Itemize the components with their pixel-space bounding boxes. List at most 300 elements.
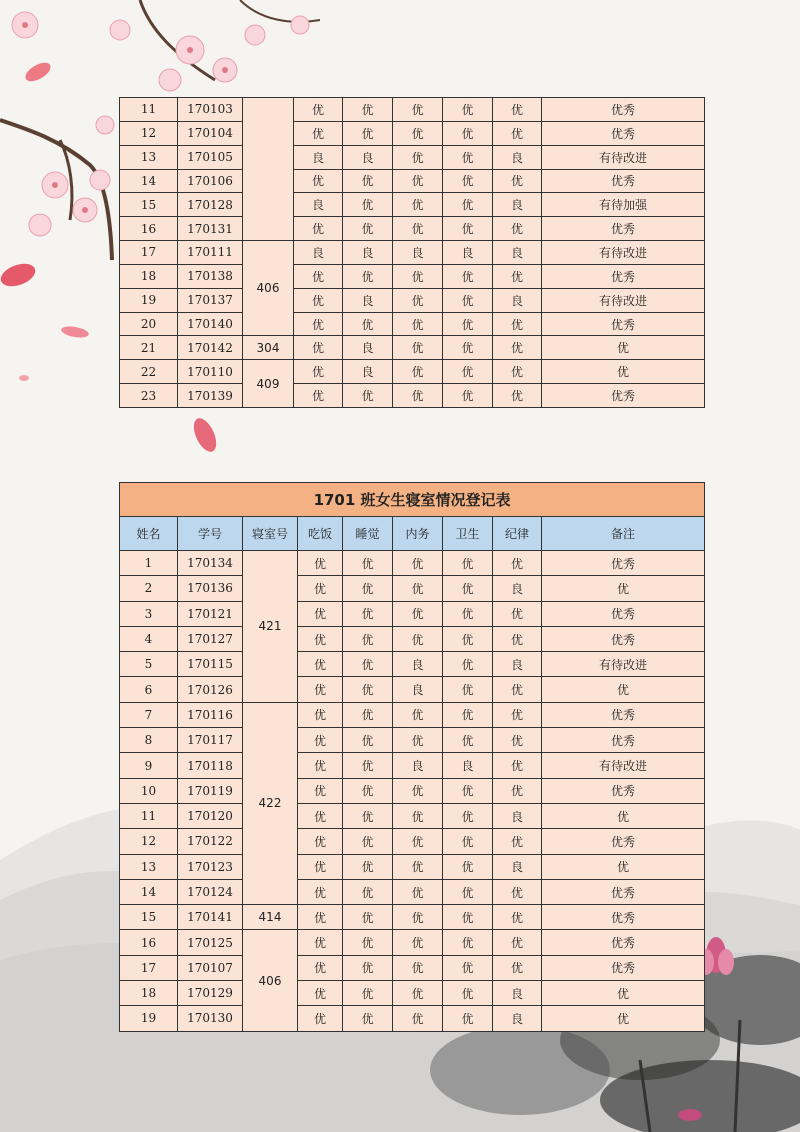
cell-sleep: 优: [343, 930, 393, 955]
cell-no: 17: [120, 955, 178, 980]
table-row: [120, 601, 705, 626]
table-body: [120, 98, 705, 408]
cell-eat: 优: [294, 264, 343, 288]
cell-chores: 优: [393, 829, 443, 854]
cell-id: 170110: [178, 360, 243, 384]
table-row: [120, 905, 705, 930]
cell-no: 3: [120, 601, 178, 626]
cell-dorm: 409: [243, 360, 294, 408]
cell-id: 170117: [178, 728, 243, 753]
header-no: 姓名: [120, 517, 178, 551]
cell-no: 9: [120, 753, 178, 778]
header-dorm: 寝室号: [243, 517, 298, 551]
cell-chores: 优: [393, 121, 443, 145]
cell-no: 4: [120, 626, 178, 651]
cell-eat: 优: [298, 981, 343, 1006]
cell-no: 19: [120, 288, 178, 312]
cell-sleep: 良: [343, 241, 393, 265]
cell-no: 15: [120, 193, 178, 217]
cell-dorm: [243, 98, 294, 241]
table-body: [120, 483, 705, 1032]
cell-chores: 优: [393, 905, 443, 930]
cell-discipline: 良: [493, 1006, 542, 1031]
cell-no: 17: [120, 241, 178, 265]
cell-note: 优秀: [542, 601, 705, 626]
cell-chores: 优: [393, 217, 443, 241]
cell-no: 6: [120, 677, 178, 702]
table-row: [120, 121, 705, 145]
cell-id: 170122: [178, 829, 243, 854]
cell-eat: 优: [298, 803, 343, 828]
cell-sleep: 优: [343, 312, 393, 336]
cell-discipline: 优: [493, 930, 542, 955]
cell-sleep: 优: [343, 576, 393, 601]
cell-hygiene: 优: [443, 288, 493, 312]
cell-hygiene: 优: [443, 905, 493, 930]
table-header-row: [120, 517, 705, 551]
cell-no: 13: [120, 854, 178, 879]
table-row: [120, 778, 705, 803]
cell-id: 170141: [178, 905, 243, 930]
cell-note: 优: [542, 1006, 705, 1031]
cell-sleep: 优: [343, 551, 393, 576]
cell-dorm: 421: [243, 551, 298, 703]
cell-hygiene: 优: [443, 217, 493, 241]
cell-note: 优秀: [542, 955, 705, 980]
cell-dorm: 422: [243, 702, 298, 904]
cell-hygiene: 优: [443, 1006, 493, 1031]
cell-eat: 优: [298, 930, 343, 955]
cell-sleep: 优: [343, 829, 393, 854]
cell-sleep: 优: [343, 169, 393, 193]
header-hygiene: 卫生: [443, 517, 493, 551]
cell-hygiene: 优: [443, 193, 493, 217]
header-chores: 内务: [393, 517, 443, 551]
header-note: 备注: [542, 517, 705, 551]
cell-sleep: 优: [343, 193, 393, 217]
cell-dorm: 304: [243, 336, 294, 360]
cell-note: 有待改进: [542, 241, 705, 265]
cell-id: 170137: [178, 288, 243, 312]
cell-discipline: 优: [493, 955, 542, 980]
cell-discipline: 良: [493, 576, 542, 601]
cell-hygiene: 优: [443, 652, 493, 677]
table-row: [120, 551, 705, 576]
cell-note: 优秀: [542, 312, 705, 336]
cell-eat: 优: [298, 1006, 343, 1031]
table-row: [120, 955, 705, 980]
cell-chores: 优: [393, 98, 443, 122]
cell-eat: 优: [294, 312, 343, 336]
cell-hygiene: 优: [443, 264, 493, 288]
cell-note: 优秀: [542, 930, 705, 955]
cell-note: 优秀: [542, 169, 705, 193]
cell-sleep: 良: [343, 360, 393, 384]
cell-note: 优秀: [542, 264, 705, 288]
cell-no: 22: [120, 360, 178, 384]
cell-id: 170126: [178, 677, 243, 702]
cell-id: 170104: [178, 121, 243, 145]
cell-id: 170127: [178, 626, 243, 651]
cell-eat: 优: [298, 854, 343, 879]
cell-eat: 优: [294, 217, 343, 241]
cell-note: 有待改进: [542, 753, 705, 778]
cell-no: 20: [120, 312, 178, 336]
cell-sleep: 优: [343, 753, 393, 778]
cell-discipline: 良: [493, 193, 542, 217]
cell-no: 14: [120, 879, 178, 904]
cell-discipline: 优: [493, 121, 542, 145]
cell-id: 170125: [178, 930, 243, 955]
table-row: [120, 652, 705, 677]
cell-dorm: 406: [243, 930, 298, 1031]
table-row: [120, 145, 705, 169]
cell-sleep: 优: [343, 626, 393, 651]
cell-chores: 优: [393, 981, 443, 1006]
cell-sleep: 良: [343, 288, 393, 312]
dorm-register-table-continued: [119, 97, 705, 408]
cell-chores: 优: [393, 193, 443, 217]
cell-chores: 优: [393, 336, 443, 360]
cell-sleep: 优: [343, 981, 393, 1006]
cell-note: 优秀: [542, 121, 705, 145]
cell-sleep: 优: [343, 905, 393, 930]
table-row: [120, 264, 705, 288]
cell-eat: 优: [294, 384, 343, 408]
cell-eat: 优: [298, 626, 343, 651]
cell-sleep: 优: [343, 778, 393, 803]
cell-no: 15: [120, 905, 178, 930]
cell-sleep: 优: [343, 98, 393, 122]
cell-id: 170118: [178, 753, 243, 778]
cell-id: 170119: [178, 778, 243, 803]
cell-chores: 优: [393, 145, 443, 169]
cell-note: 优秀: [542, 626, 705, 651]
cell-sleep: 优: [343, 264, 393, 288]
cell-note: 优: [542, 360, 705, 384]
cell-dorm: 414: [243, 905, 298, 930]
table-row: [120, 193, 705, 217]
cell-hygiene: 优: [443, 955, 493, 980]
cell-eat: 优: [298, 829, 343, 854]
cell-hygiene: 优: [443, 121, 493, 145]
cell-no: 16: [120, 930, 178, 955]
cell-no: 11: [120, 803, 178, 828]
cell-hygiene: 优: [443, 360, 493, 384]
cell-hygiene: 优: [443, 384, 493, 408]
cell-id: 170123: [178, 854, 243, 879]
cell-sleep: 优: [343, 652, 393, 677]
cell-discipline: 优: [493, 601, 542, 626]
table-row: [120, 930, 705, 955]
cell-discipline: 良: [493, 803, 542, 828]
cell-discipline: 优: [493, 551, 542, 576]
cell-chores: 良: [393, 652, 443, 677]
cell-sleep: 良: [343, 145, 393, 169]
table-row: [120, 98, 705, 122]
cell-no: 16: [120, 217, 178, 241]
cell-hygiene: 优: [443, 854, 493, 879]
cell-eat: 良: [294, 241, 343, 265]
cell-hygiene: 优: [443, 626, 493, 651]
cell-sleep: 良: [343, 336, 393, 360]
table-row: [120, 169, 705, 193]
cell-discipline: 优: [493, 702, 542, 727]
cell-sleep: 优: [343, 955, 393, 980]
cell-hygiene: 优: [443, 778, 493, 803]
cell-chores: 优: [393, 778, 443, 803]
cell-sleep: 优: [343, 677, 393, 702]
cell-sleep: 优: [343, 217, 393, 241]
cell-hygiene: 良: [443, 241, 493, 265]
cell-note: 优秀: [542, 217, 705, 241]
cell-note: 优秀: [542, 384, 705, 408]
cell-sleep: 优: [343, 1006, 393, 1031]
cell-chores: 优: [393, 955, 443, 980]
cell-id: 170131: [178, 217, 243, 241]
cell-id: 170136: [178, 576, 243, 601]
cell-hygiene: 优: [443, 145, 493, 169]
cell-no: 23: [120, 384, 178, 408]
cell-chores: 优: [393, 360, 443, 384]
cell-eat: 优: [294, 169, 343, 193]
cell-sleep: 优: [343, 728, 393, 753]
cell-chores: 良: [393, 241, 443, 265]
cell-eat: 优: [298, 652, 343, 677]
cell-id: 170139: [178, 384, 243, 408]
cell-chores: 良: [393, 677, 443, 702]
cell-eat: 优: [298, 601, 343, 626]
cell-hygiene: 优: [443, 930, 493, 955]
cell-hygiene: 优: [443, 981, 493, 1006]
cell-discipline: 优: [493, 677, 542, 702]
cell-id: 170129: [178, 981, 243, 1006]
cell-sleep: 优: [343, 854, 393, 879]
table-row: [120, 753, 705, 778]
cell-chores: 优: [393, 702, 443, 727]
cell-hygiene: 优: [443, 551, 493, 576]
cell-discipline: 优: [493, 905, 542, 930]
cell-eat: 优: [294, 98, 343, 122]
table-row: [120, 803, 705, 828]
cell-note: 优秀: [542, 98, 705, 122]
cell-discipline: 良: [493, 854, 542, 879]
cell-chores: 优: [393, 169, 443, 193]
cell-discipline: 良: [493, 288, 542, 312]
cell-no: 18: [120, 264, 178, 288]
cell-hygiene: 优: [443, 336, 493, 360]
cell-chores: 优: [393, 728, 443, 753]
cell-chores: 优: [393, 264, 443, 288]
cell-hygiene: 优: [443, 601, 493, 626]
cell-no: 18: [120, 981, 178, 1006]
cell-no: 13: [120, 145, 178, 169]
table-row: [120, 626, 705, 651]
table-row: [120, 288, 705, 312]
dorm-register-table: [119, 482, 705, 1032]
cell-hygiene: 良: [443, 753, 493, 778]
cell-eat: 优: [294, 360, 343, 384]
cell-discipline: 良: [493, 652, 542, 677]
cell-note: 优秀: [542, 551, 705, 576]
cell-chores: 优: [393, 1006, 443, 1031]
header-discipline: 纪律: [493, 517, 542, 551]
cell-eat: 良: [294, 193, 343, 217]
cell-no: 12: [120, 829, 178, 854]
cell-note: 优秀: [542, 728, 705, 753]
cell-eat: 优: [298, 576, 343, 601]
cell-sleep: 优: [343, 803, 393, 828]
cell-note: 优: [542, 981, 705, 1006]
cell-no: 10: [120, 778, 178, 803]
header-id: 学号: [178, 517, 243, 551]
cell-hygiene: 优: [443, 98, 493, 122]
table-row: [120, 336, 705, 360]
cell-chores: 优: [393, 930, 443, 955]
cell-hygiene: 优: [443, 879, 493, 904]
table-row: [120, 360, 705, 384]
cell-no: 11: [120, 98, 178, 122]
cell-id: 170134: [178, 551, 243, 576]
cell-note: 优秀: [542, 905, 705, 930]
cell-hygiene: 优: [443, 803, 493, 828]
cell-id: 170124: [178, 879, 243, 904]
cell-chores: 优: [393, 854, 443, 879]
cell-no: 5: [120, 652, 178, 677]
cell-eat: 优: [298, 551, 343, 576]
cell-discipline: 优: [493, 626, 542, 651]
cell-note: 优: [542, 803, 705, 828]
cell-discipline: 良: [493, 241, 542, 265]
cell-chores: 优: [393, 551, 443, 576]
table-row: [120, 829, 705, 854]
cell-discipline: 优: [493, 778, 542, 803]
cell-note: 优秀: [542, 702, 705, 727]
cell-hygiene: 优: [443, 702, 493, 727]
cell-no: 1: [120, 551, 178, 576]
header-sleep: 睡觉: [343, 517, 393, 551]
cell-discipline: 优: [493, 829, 542, 854]
table-row: [120, 384, 705, 408]
cell-chores: 良: [393, 753, 443, 778]
cell-chores: 优: [393, 803, 443, 828]
cell-discipline: 优: [493, 336, 542, 360]
cell-id: 170115: [178, 652, 243, 677]
cell-eat: 优: [298, 702, 343, 727]
cell-discipline: 良: [493, 145, 542, 169]
cell-note: 优秀: [542, 829, 705, 854]
cell-eat: 优: [298, 677, 343, 702]
cell-id: 170130: [178, 1006, 243, 1031]
cell-no: 21: [120, 336, 178, 360]
cell-discipline: 优: [493, 728, 542, 753]
cell-sleep: 优: [343, 601, 393, 626]
cell-eat: 优: [294, 121, 343, 145]
cell-no: 2: [120, 576, 178, 601]
table-row: [120, 241, 705, 265]
cell-eat: 优: [298, 955, 343, 980]
cell-note: 优秀: [542, 879, 705, 904]
table-row: [120, 981, 705, 1006]
cell-chores: 优: [393, 879, 443, 904]
cell-id: 170116: [178, 702, 243, 727]
cell-note: 优: [542, 854, 705, 879]
cell-note: 有待加强: [542, 193, 705, 217]
cell-note: 有待改进: [542, 145, 705, 169]
table-row: [120, 576, 705, 601]
cell-dorm: 406: [243, 241, 294, 336]
cell-eat: 优: [298, 778, 343, 803]
cell-sleep: 优: [343, 121, 393, 145]
cell-no: 12: [120, 121, 178, 145]
cell-chores: 优: [393, 601, 443, 626]
cell-eat: 优: [298, 728, 343, 753]
cell-no: 7: [120, 702, 178, 727]
cell-discipline: 优: [493, 753, 542, 778]
table-title-row: [120, 483, 705, 517]
cell-no: 19: [120, 1006, 178, 1031]
cell-note: 有待改进: [542, 652, 705, 677]
table-row: [120, 1006, 705, 1031]
cell-hygiene: 优: [443, 576, 493, 601]
table-row: [120, 879, 705, 904]
cell-chores: 优: [393, 288, 443, 312]
cell-eat: 优: [294, 336, 343, 360]
cell-eat: 良: [294, 145, 343, 169]
table-title: 1701 班女生寝室情况登记表: [120, 483, 705, 517]
cell-note: 有待改进: [542, 288, 705, 312]
cell-discipline: 优: [493, 312, 542, 336]
header-eat: 吃饭: [298, 517, 343, 551]
cell-discipline: 优: [493, 169, 542, 193]
cell-id: 170128: [178, 193, 243, 217]
cell-sleep: 优: [343, 702, 393, 727]
table-row: [120, 312, 705, 336]
cell-id: 170138: [178, 264, 243, 288]
cell-hygiene: 优: [443, 728, 493, 753]
cell-eat: 优: [298, 753, 343, 778]
cell-discipline: 优: [493, 360, 542, 384]
cell-id: 170106: [178, 169, 243, 193]
cell-id: 170142: [178, 336, 243, 360]
cell-eat: 优: [298, 905, 343, 930]
cell-eat: 优: [298, 879, 343, 904]
cell-id: 170107: [178, 955, 243, 980]
cell-note: 优: [542, 677, 705, 702]
cell-chores: 优: [393, 626, 443, 651]
cell-no: 8: [120, 728, 178, 753]
cell-discipline: 良: [493, 981, 542, 1006]
cell-chores: 优: [393, 384, 443, 408]
table-row: [120, 728, 705, 753]
cell-id: 170103: [178, 98, 243, 122]
cell-hygiene: 优: [443, 312, 493, 336]
cell-chores: 优: [393, 312, 443, 336]
cell-hygiene: 优: [443, 677, 493, 702]
cell-id: 170105: [178, 145, 243, 169]
cell-sleep: 优: [343, 384, 393, 408]
cell-id: 170140: [178, 312, 243, 336]
cell-discipline: 优: [493, 264, 542, 288]
cell-hygiene: 优: [443, 829, 493, 854]
cell-id: 170121: [178, 601, 243, 626]
cell-hygiene: 优: [443, 169, 493, 193]
cell-chores: 优: [393, 576, 443, 601]
table-row: [120, 702, 705, 727]
cell-note: 优: [542, 576, 705, 601]
cell-id: 170111: [178, 241, 243, 265]
cell-discipline: 优: [493, 879, 542, 904]
